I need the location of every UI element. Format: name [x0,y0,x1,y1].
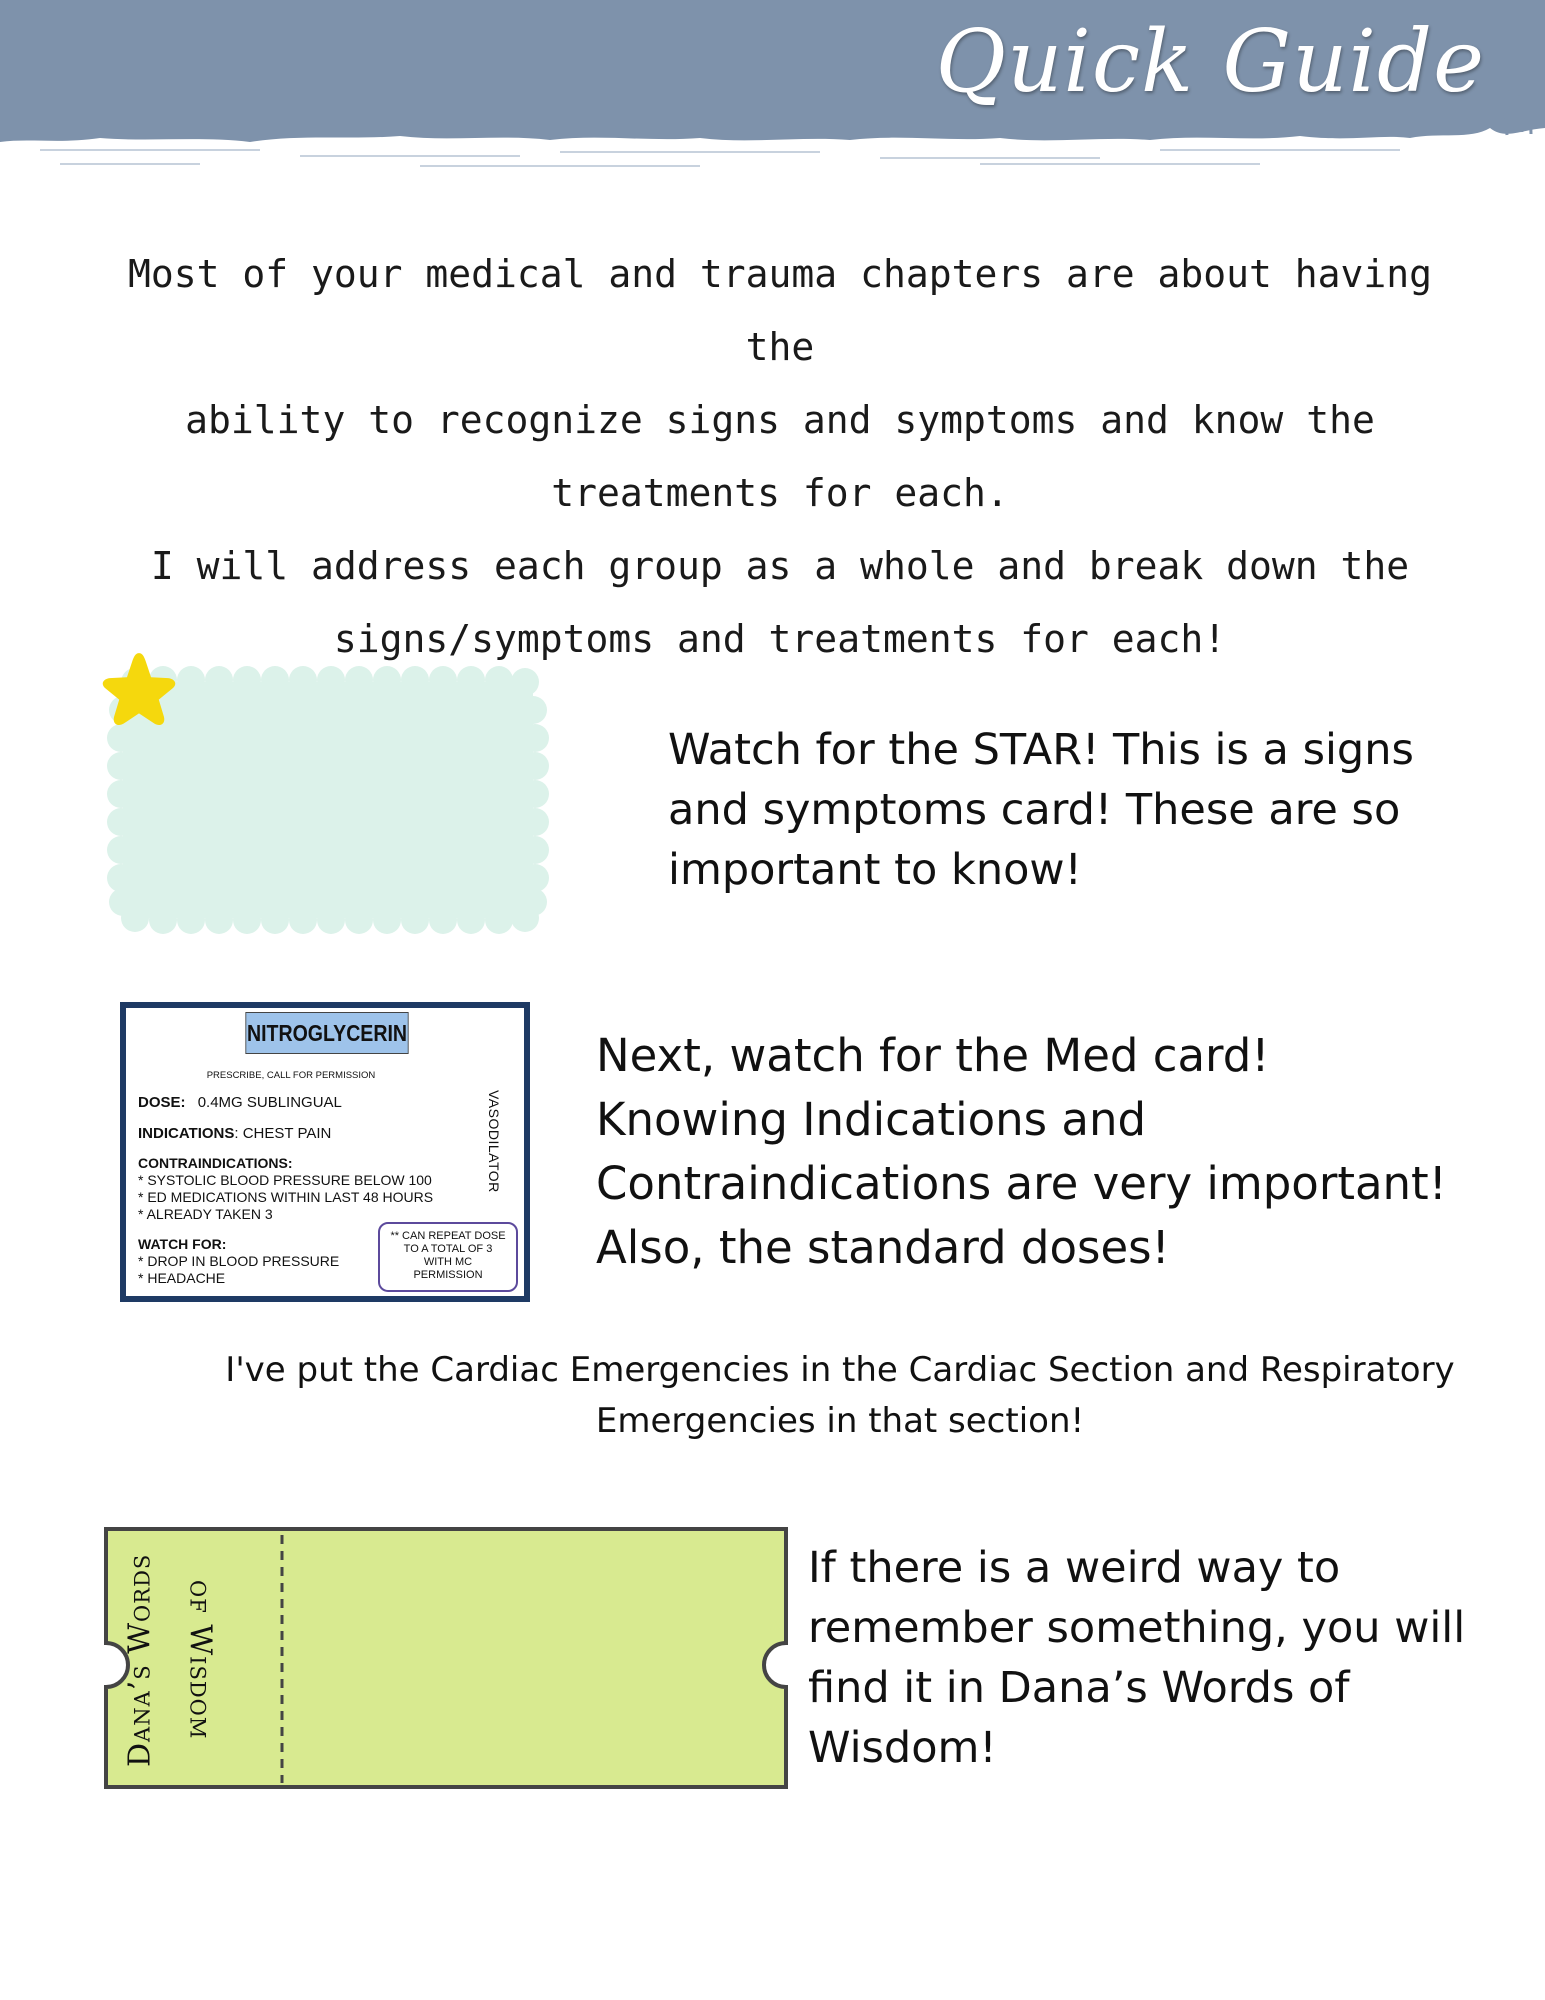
intro-line: Most of your medical and trauma chapters are about having the [127,252,1433,369]
contraindication-item: * ED MEDICATIONS WITHIN LAST 48 HOURS [138,1189,434,1205]
intro-line: ability to recognize signs and symptoms and know the [185,398,1375,442]
contraindications-label: CONTRAINDICATIONS: [138,1155,293,1171]
med-card-sample [120,1002,530,1302]
med-text-line: Also, the standard doses! [596,1221,1170,1274]
star-text-line: and symptoms card! These are so [668,785,1401,835]
scallop-bottom [121,904,539,934]
watch-for-item: * DROP IN BLOOD PRESSURE [138,1253,340,1269]
contraindication-item: * ALREADY TAKEN 3 [138,1206,273,1222]
med-text-line: Knowing Indications and [596,1093,1147,1146]
star-text-line: important to know! [668,845,1082,895]
wisdom-description [808,1538,1528,1778]
note-line: WITH MC [423,1256,473,1268]
indications-value: : CHEST PAIN [234,1125,332,1142]
ticket-label-line: Dana’s Words [122,1553,158,1767]
med-card-description [596,1024,1496,1280]
intro-line: treatments for each. [551,471,1009,515]
wisdom-text-line: If there is a weird way to [808,1543,1341,1593]
watch-for-item: * HEADACHE [138,1270,226,1286]
contraindication-item: * SYSTOLIC BLOOD PRESSURE BELOW 100 [138,1172,432,1188]
watch-for-label: WATCH FOR: [138,1236,227,1252]
med-card-drug-class: VASODILATOR [486,1090,502,1193]
wisdom-text-line: find it in Dana’s Words of [808,1663,1350,1713]
intro-line: signs/symptoms and treatments for each! [333,617,1227,661]
cardiac-section-note [180,1345,1500,1447]
wisdom-text-line: remember something, you will [808,1603,1466,1653]
med-card-watch-for [138,1236,339,1287]
intro-paragraph [100,238,1460,676]
intro-line: I will address each group as a whole and break down the [150,544,1410,588]
med-text-line: Contraindications are very important! [596,1157,1447,1210]
med-card-indications [138,1125,331,1142]
star-icon [96,648,182,734]
med-card-dose [138,1094,342,1111]
note-line: TO A TOTAL OF 3 [403,1243,493,1255]
wisdom-text-line: Wisdom! [808,1723,997,1773]
med-card-contraindications [138,1155,433,1223]
indications-label: INDICATIONS [138,1125,235,1142]
scallop-top [121,666,539,696]
dose-value: 0.4MG SUBLINGUAL [197,1094,342,1111]
ticket-label [100,1525,260,1795]
cardiac-note-line: I've put the Cardiac Emergencies in the Cardiac Section and Respiratory [225,1350,1455,1390]
med-text-line: Next, watch for the Med card! [596,1029,1270,1082]
note-line: ** CAN REPEAT DOSE [390,1230,506,1242]
cardiac-note-line: Emergencies in that section! [595,1401,1085,1441]
page-title: Quick Guide [935,12,1485,112]
star-card-description [668,720,1428,900]
med-card-repeat-note [378,1222,518,1292]
note-line: PERMISSION [413,1269,483,1281]
med-card-subtitle: PRESCRIBE, CALL FOR PERMISSION [206,1070,376,1081]
dose-label: DOSE: [138,1094,186,1111]
med-card-title: NITROGLYCERIN [245,1012,408,1054]
star-text-line: Watch for the STAR! This is a signs [668,725,1414,775]
ticket-label-line: of Wisdom [182,1580,218,1740]
